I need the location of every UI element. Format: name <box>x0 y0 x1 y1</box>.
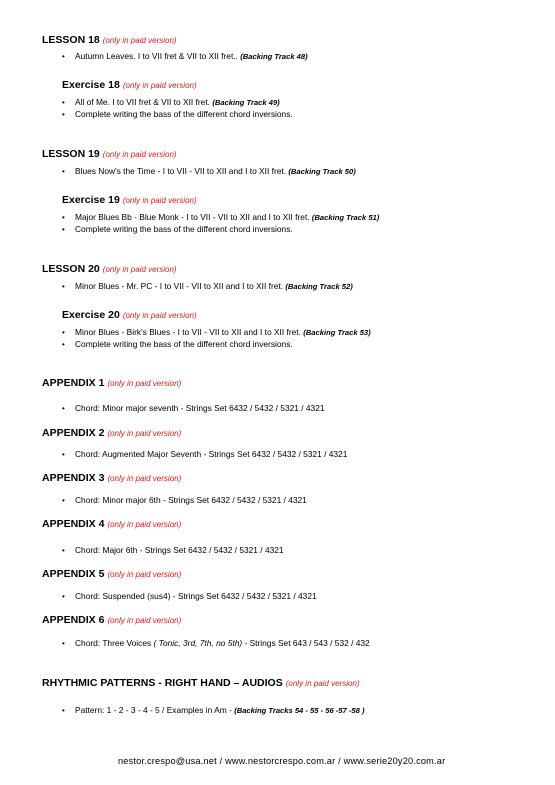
appendix-3-heading: APPENDIX 3 (only in paid version) <box>42 472 182 484</box>
lesson-18-bullet: • Autumn Leaves. I to VII fret & VII to XII fret.. (Backing Track 48) <box>62 51 308 61</box>
appendix-1-heading: APPENDIX 1 (only in paid version) <box>42 377 182 389</box>
lesson-19-heading: LESSON 19 (only in paid version) <box>42 148 177 160</box>
appendix-6-heading: APPENDIX 6 (only in paid version) <box>42 614 182 626</box>
exercise-20-heading: Exercise 20 (only in paid version) <box>62 309 197 321</box>
exercise-18-heading: Exercise 18 (only in paid version) <box>62 79 197 91</box>
exercise-19-heading: Exercise 19 (only in paid version) <box>62 194 197 206</box>
lesson-20-bullet: • Minor Blues - Mr. PC - I to VII - VII to XII and I to XII fret. (Backing Track 52) <box>62 281 353 291</box>
appendix-1-bullet: • Chord: Minor major seventh - Strings Set 6432 / 5432 / 5321 / 4321 <box>62 403 325 413</box>
appendix-3-bullet: • Chord: Minor major 6th - Strings Set 6432 / 5432 / 5321 / 4321 <box>62 495 307 505</box>
lesson-19-bullet: • Blues Now's the Time - I to VII - VII to XII and I to XII fret. (Backing Track 50) <box>62 166 356 176</box>
rhythmic-patterns-bullet: • Pattern: 1 - 2 - 3 - 4 - 5 / Examples in Am - (Backing Tracks 54 - 55 - 56 -57 -58 ) <box>62 705 365 715</box>
appendix-5-heading: APPENDIX 5 (only in paid version) <box>42 568 182 580</box>
appendix-5-bullet: • Chord: Suspended (sus4) - Strings Set 6432 / 5432 / 5321 / 4321 <box>62 591 317 601</box>
rhythmic-patterns-heading: RHYTHMIC PATTERNS - RIGHT HAND – AUDIOS (only in paid version) <box>42 677 360 689</box>
exercise-20-bullet-2: • Complete writing the bass of the different chord inversions. <box>62 339 293 349</box>
footer-contact: nestor.crespo@usa.net / www.nestorcrespo.com.ar / www.serie20y20.com.ar <box>118 756 446 766</box>
paid-note: (only in paid version) <box>102 36 177 45</box>
appendix-2-heading: APPENDIX 2 (only in paid version) <box>42 427 182 439</box>
appendix-4-heading: APPENDIX 4 (only in paid version) <box>42 518 182 530</box>
exercise-18-bullet-1: • All of Me. I to VII fret & VII to XII fret. (Backing Track 49) <box>62 97 280 107</box>
appendix-4-bullet: • Chord: Major 6th - Strings Set 6432 / 5432 / 5321 / 4321 <box>62 545 284 555</box>
exercise-18-bullet-2: • Complete writing the bass of the different chord inversions. <box>62 109 293 119</box>
appendix-6-bullet: • Chord: Three Voices ( Tonic, 3rd, 7th, no 5th) - Strings Set 643 / 543 / 532 / 432 <box>62 638 370 648</box>
appendix-2-bullet: • Chord: Augmented Major Seventh - Strings Set 6432 / 5432 / 5321 / 4321 <box>62 449 348 459</box>
exercise-20-bullet-1: • Minor Blues - Birk's Blues - I to VII - VII to XII and I to XII fret. (Backing Track 53) <box>62 327 371 337</box>
lesson-18-heading: LESSON 18 (only in paid version) <box>42 34 177 46</box>
exercise-19-bullet-1: • Major Blues Bb - Blue Monk - I to VII - VII to XII and I to XII fret. (Backing Track 51) <box>62 212 380 222</box>
lesson-20-heading: LESSON 20 (only in paid version) <box>42 263 177 275</box>
exercise-19-bullet-2: • Complete writing the bass of the different chord inversions. <box>62 224 293 234</box>
